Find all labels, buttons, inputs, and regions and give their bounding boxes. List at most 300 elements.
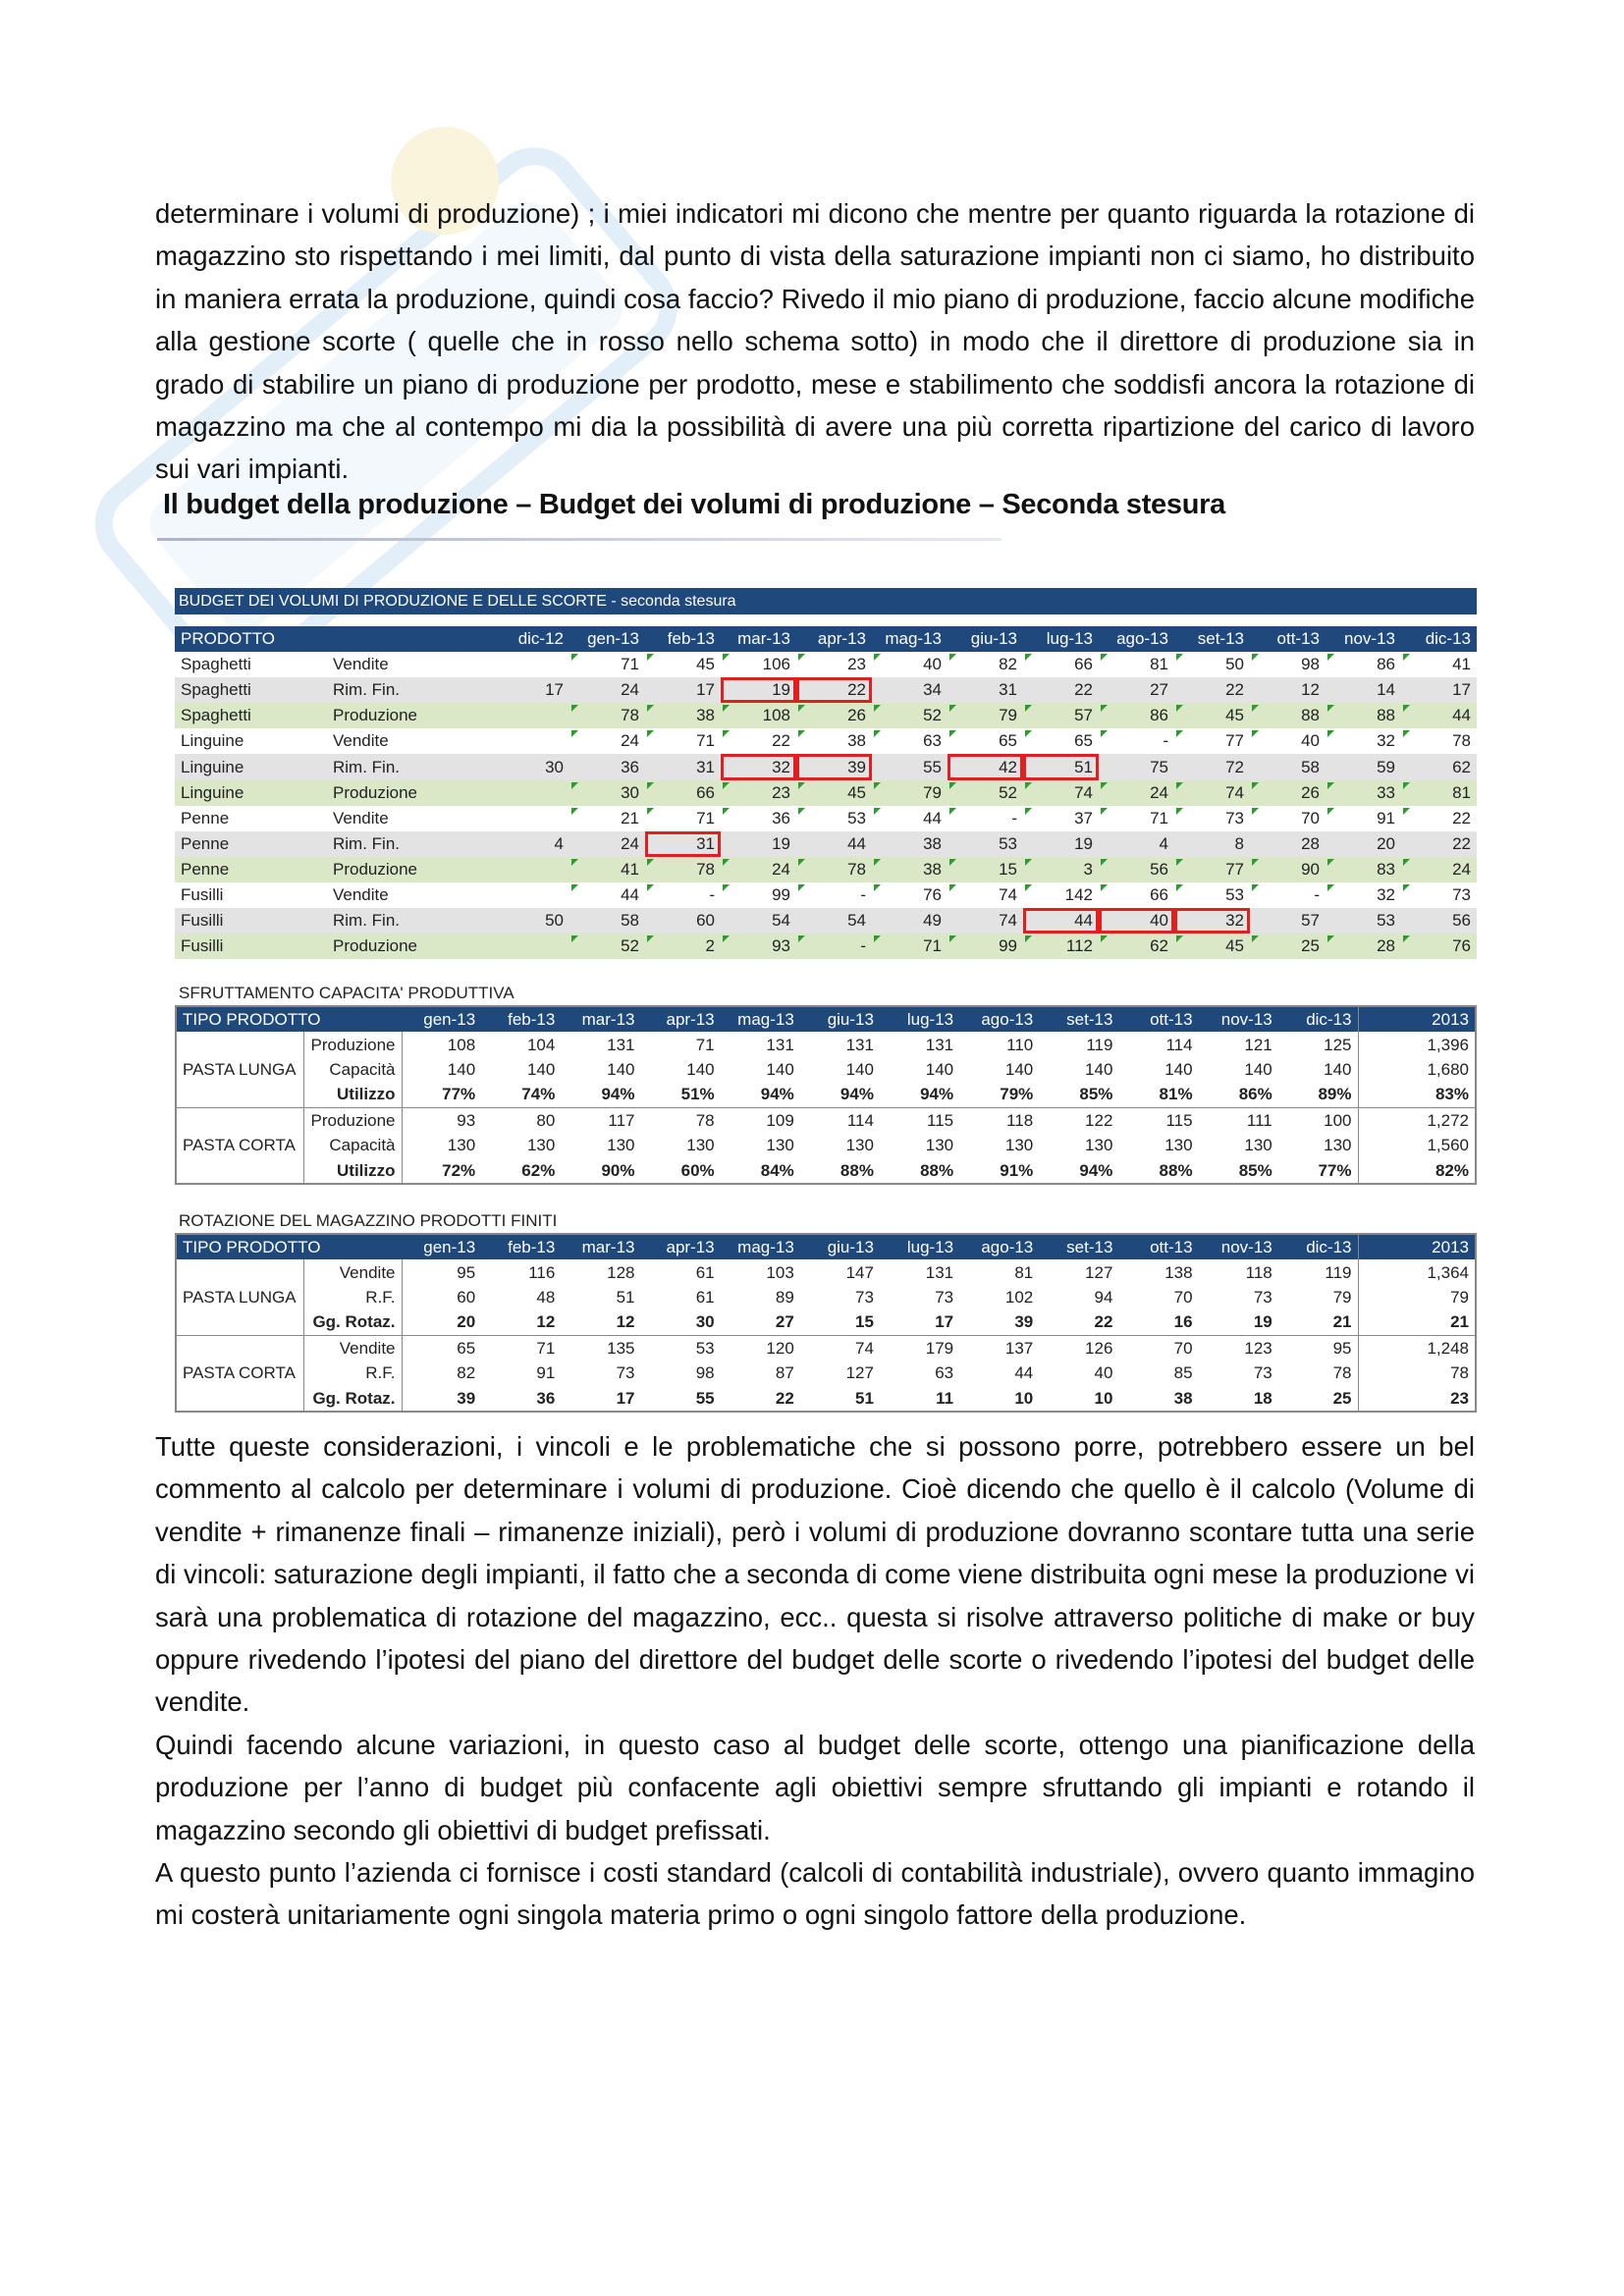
value-cell: - xyxy=(645,882,721,908)
value-cell: 40 xyxy=(1250,728,1326,754)
table-row xyxy=(175,703,1477,728)
group-blank xyxy=(176,1032,303,1056)
product-name: Fusilli xyxy=(175,882,327,908)
value-cell: 15 xyxy=(800,1309,880,1335)
value-cell: 40 xyxy=(1094,1363,1113,1383)
row-type: Rim. Fin. xyxy=(327,908,494,934)
value-cell: 26 xyxy=(1250,780,1326,806)
value-cell: 130 xyxy=(1244,1136,1272,1155)
value-cell: 55 xyxy=(872,754,947,779)
value-cell: 78 xyxy=(695,1110,715,1130)
value-cell: 19 xyxy=(1199,1309,1278,1335)
value-cell: 114 xyxy=(846,1110,874,1130)
product-name: Penne xyxy=(175,831,327,857)
value-cell: 26 xyxy=(796,703,872,728)
value-cell: 88 xyxy=(1326,703,1401,728)
value-cell: 32 xyxy=(1326,728,1401,754)
value-cell: 93 xyxy=(457,1110,476,1130)
value-cell: 140 xyxy=(1244,1059,1272,1079)
table-row xyxy=(175,754,1477,779)
value-cell: 126 xyxy=(1085,1338,1113,1358)
value-cell: - xyxy=(947,806,1023,831)
value-cell: 60% xyxy=(640,1157,720,1183)
table-row xyxy=(175,882,1477,908)
value-cell: 59 xyxy=(1326,754,1401,779)
group-name: PASTA CORTA xyxy=(176,1133,303,1157)
value-cell: 62 xyxy=(1099,934,1174,959)
value-cell: 128 xyxy=(607,1262,635,1282)
value-cell: 117 xyxy=(608,1110,635,1130)
value-cell: 53 xyxy=(1326,908,1401,934)
value-cell: 56 xyxy=(1401,908,1477,934)
value-cell xyxy=(494,703,569,728)
value-cell: 10 xyxy=(1039,1385,1118,1411)
value-cell: 77 xyxy=(1174,728,1250,754)
value-cell: 71 xyxy=(536,1338,556,1358)
value-cell: 140 xyxy=(686,1059,715,1079)
value-cell: 23 xyxy=(796,652,872,677)
value-cell: 31 xyxy=(947,677,1023,703)
row-type: Produzione xyxy=(327,934,494,959)
value-cell: 37 xyxy=(1023,806,1099,831)
value-cell: 73 xyxy=(1253,1363,1272,1383)
value-cell: 73 xyxy=(1174,806,1250,831)
group-blank xyxy=(176,1335,303,1361)
row-label: Utilizzo xyxy=(303,1157,402,1183)
header-type: TIPO PRODOTTO xyxy=(176,1234,402,1259)
value-cell: 41 xyxy=(1401,652,1477,677)
value-cell: 74 xyxy=(855,1338,874,1358)
value-cell: 121 xyxy=(1244,1035,1272,1054)
value-cell: 51 xyxy=(1023,754,1099,779)
row-label: Produzione xyxy=(303,1107,402,1133)
value-cell: 51 xyxy=(800,1385,880,1411)
value-cell: 82% xyxy=(1358,1157,1476,1183)
value-cell: 49 xyxy=(872,908,947,934)
value-cell: 78 xyxy=(569,703,645,728)
value-cell: 17 xyxy=(1401,677,1477,703)
value-cell: 39 xyxy=(402,1385,481,1411)
value-cell: 1,364 xyxy=(1358,1259,1476,1284)
value-cell: 74 xyxy=(1174,780,1250,806)
rotation-caption: ROTAZIONE DEL MAGAZZINO PRODOTTI FINITI xyxy=(179,1211,558,1230)
value-cell: 147 xyxy=(845,1262,874,1282)
value-cell: 50 xyxy=(1174,652,1250,677)
value-cell: 1,560 xyxy=(1358,1133,1476,1157)
value-cell: 24 xyxy=(569,831,645,857)
value-cell: 73 xyxy=(935,1287,954,1307)
value-cell: 48 xyxy=(536,1287,556,1307)
value-cell: 21 xyxy=(1278,1309,1358,1335)
value-cell: 85% xyxy=(1199,1157,1278,1183)
value-cell: 10 xyxy=(959,1385,1039,1411)
row-type: Vendite xyxy=(327,882,494,908)
header-month: ago-13 xyxy=(959,1006,1039,1032)
header-month: feb-13 xyxy=(481,1006,561,1032)
value-cell: 71 xyxy=(1099,806,1174,831)
header-month: apr-13 xyxy=(796,626,872,652)
value-cell: 119 xyxy=(1325,1262,1352,1282)
value-cell: 54 xyxy=(796,908,872,934)
value-cell: 93 xyxy=(721,934,796,959)
value-cell: 73 xyxy=(1401,882,1477,908)
group-name: PASTA CORTA xyxy=(176,1361,303,1385)
value-cell: 54 xyxy=(721,908,796,934)
value-cell: 1,396 xyxy=(1358,1032,1476,1056)
row-label: Capacità xyxy=(303,1133,402,1157)
value-cell: 70 xyxy=(1250,806,1326,831)
value-cell: 55 xyxy=(640,1385,720,1411)
value-cell: 44 xyxy=(569,882,645,908)
value-cell: 31 xyxy=(645,754,721,779)
header-month: lug-13 xyxy=(880,1006,959,1032)
value-cell: 23 xyxy=(721,780,796,806)
value-cell: 3 xyxy=(1023,857,1099,882)
value-cell: 24 xyxy=(1099,780,1174,806)
value-cell: 17 xyxy=(494,677,569,703)
value-cell: 19 xyxy=(1023,831,1099,857)
value-cell: 56 xyxy=(1099,857,1174,882)
value-cell: 140 xyxy=(447,1059,476,1079)
value-cell: 86 xyxy=(1099,703,1174,728)
value-cell: 16 xyxy=(1118,1309,1198,1335)
value-cell: 24 xyxy=(721,857,796,882)
value-cell: 28 xyxy=(1250,831,1326,857)
value-cell: 52 xyxy=(872,703,947,728)
value-cell: 86% xyxy=(1199,1082,1278,1107)
budget-table-banner: BUDGET DEI VOLUMI DI PRODUZIONE E DELLE SCORTE - seconda stesura xyxy=(175,588,1477,614)
value-cell: - xyxy=(796,934,872,959)
value-cell: 83 xyxy=(1326,857,1401,882)
value-cell: 45 xyxy=(1174,703,1250,728)
header-month: dic-13 xyxy=(1401,626,1477,652)
value-cell: 40 xyxy=(1099,908,1174,934)
value-cell: 71 xyxy=(695,1035,715,1054)
value-cell: - xyxy=(1099,728,1174,754)
value-cell: 130 xyxy=(607,1136,635,1155)
value-cell: 94% xyxy=(561,1082,640,1107)
value-cell: 130 xyxy=(925,1136,954,1155)
value-cell: 22 xyxy=(1174,677,1250,703)
value-cell: 94% xyxy=(1039,1157,1118,1183)
table-row xyxy=(176,1032,1476,1056)
header-month: nov-13 xyxy=(1199,1234,1278,1259)
value-cell: 22 xyxy=(721,728,796,754)
value-cell: 76 xyxy=(872,882,947,908)
value-cell: 63 xyxy=(872,728,947,754)
value-cell: 118 xyxy=(1245,1262,1272,1282)
value-cell: 52 xyxy=(947,780,1023,806)
value-cell: 4 xyxy=(494,831,569,857)
value-cell: 36 xyxy=(721,806,796,831)
product-name: Linguine xyxy=(175,728,327,754)
row-type: Produzione xyxy=(327,703,494,728)
header-month: gen-13 xyxy=(402,1234,481,1259)
value-cell: 73 xyxy=(1253,1287,1272,1307)
value-cell: 130 xyxy=(845,1136,874,1155)
value-cell: 65 xyxy=(947,728,1023,754)
value-cell: 74% xyxy=(481,1082,561,1107)
product-name: Fusilli xyxy=(175,908,327,934)
closing-paragraph-1: Tutte queste considerazioni, i vincoli e le problematiche che si possono porre, potrebbero essere un bel commento al calcolo per determinare i volumi di produzione. Cioè dicendo che quello è il calcolo (Volume di vendite + rimanenze finali – rimanenze iniziali), però i volumi di produzione dovranno scontare tutta una serie di vincoli: saturazione degli impianti, il fatto che a seconda di come viene distribuita ogni mese la produzione vi sarà una problematica di rotazione del magazzino, ecc.. questa si risolve attraverso politiche di make or buy oppure rivedendo l’ipotesi del piano del direttore del budget delle scorte o rivedendo l’ipotesi del budget delle vendite. xyxy=(155,1431,1475,1718)
value-cell xyxy=(494,806,569,831)
row-type: Vendite xyxy=(327,806,494,831)
group-blank xyxy=(176,1309,303,1335)
row-type: Produzione xyxy=(327,780,494,806)
header-month: mag-13 xyxy=(721,1234,800,1259)
value-cell: 20 xyxy=(402,1309,481,1335)
header-type: TIPO PRODOTTO xyxy=(176,1006,402,1032)
header-month: ago-13 xyxy=(959,1234,1039,1259)
value-cell: 100 xyxy=(1324,1110,1352,1130)
value-cell: 61 xyxy=(695,1262,715,1282)
header-month: giu-13 xyxy=(947,626,1023,652)
value-cell: 130 xyxy=(1004,1136,1034,1155)
value-cell: 76 xyxy=(1401,934,1477,959)
value-cell: 33 xyxy=(1326,780,1401,806)
value-cell: 36 xyxy=(481,1385,561,1411)
table-row xyxy=(176,1309,1476,1335)
title-underline xyxy=(157,538,1001,541)
value-cell: 31 xyxy=(645,831,721,857)
table-row xyxy=(176,1157,1476,1183)
value-cell: 44 xyxy=(1023,908,1099,934)
value-cell: 66 xyxy=(645,780,721,806)
value-cell: 106 xyxy=(721,652,796,677)
value-cell: 25 xyxy=(1278,1385,1358,1411)
value-cell: 19 xyxy=(721,831,796,857)
value-cell: 53 xyxy=(695,1338,715,1358)
row-label: R.F. xyxy=(303,1361,402,1385)
header-month: ott-13 xyxy=(1118,1234,1198,1259)
value-cell: 34 xyxy=(872,677,947,703)
table-row xyxy=(175,652,1477,677)
header-month: set-13 xyxy=(1039,1234,1118,1259)
value-cell: - xyxy=(1250,882,1326,908)
table-row xyxy=(175,831,1477,857)
value-cell: 24 xyxy=(569,677,645,703)
value-cell: 81 xyxy=(1099,652,1174,677)
value-cell: 32 xyxy=(1174,908,1250,934)
value-cell: 78 xyxy=(796,857,872,882)
header-product: PRODOTTO xyxy=(175,626,327,652)
header-month: mar-13 xyxy=(561,1234,640,1259)
value-cell: 140 xyxy=(1324,1059,1352,1079)
value-cell: 130 xyxy=(526,1136,556,1155)
value-cell: 44 xyxy=(1401,703,1477,728)
closing-paragraph-2: Quindi facendo alcune variazioni, in questo caso al budget delle scorte, ottengo una pianificazione della produzione per l’anno di budget più confacente agli obiettivi sempre sfruttando gli impianti e rotando il magazzino secondo gli obiettivi di budget prefissati. xyxy=(155,1729,1475,1845)
value-cell: 108 xyxy=(721,703,796,728)
value-cell: 81 xyxy=(1401,780,1477,806)
group-blank xyxy=(176,1082,303,1107)
value-cell: 51% xyxy=(640,1082,720,1107)
value-cell: 87 xyxy=(775,1363,794,1383)
value-cell: 58 xyxy=(1250,754,1326,779)
value-cell: 74 xyxy=(947,882,1023,908)
header-month: lug-13 xyxy=(880,1234,959,1259)
group-name: PASTA LUNGA xyxy=(176,1285,303,1309)
value-cell: 23 xyxy=(1358,1385,1476,1411)
value-cell: 63 xyxy=(935,1363,954,1383)
value-cell: 73 xyxy=(855,1287,874,1307)
value-cell: 140 xyxy=(607,1059,635,1079)
value-cell: 79 xyxy=(1332,1287,1352,1307)
value-cell: 131 xyxy=(607,1035,635,1054)
value-cell: 44 xyxy=(1014,1363,1034,1383)
value-cell: 85% xyxy=(1039,1082,1118,1107)
table-row xyxy=(175,728,1477,754)
header-month: dic-13 xyxy=(1278,1006,1358,1032)
value-cell: 66 xyxy=(1023,652,1099,677)
value-cell: 130 xyxy=(447,1136,476,1155)
header-month: gen-13 xyxy=(402,1006,481,1032)
row-label: Vendite xyxy=(303,1259,402,1284)
value-cell: 140 xyxy=(526,1059,556,1079)
header-month: ott-13 xyxy=(1250,626,1326,652)
header-month: giu-13 xyxy=(800,1006,880,1032)
header-month: 2013 xyxy=(1358,1234,1476,1259)
value-cell: 22 xyxy=(796,677,872,703)
value-cell: 111 xyxy=(1246,1110,1272,1130)
table-row xyxy=(176,1285,1476,1309)
value-cell: 75 xyxy=(1099,754,1174,779)
value-cell: 137 xyxy=(1004,1338,1034,1358)
value-cell: 62 xyxy=(1401,754,1477,779)
row-type: Rim. Fin. xyxy=(327,677,494,703)
value-cell: 81% xyxy=(1118,1082,1198,1107)
value-cell: 1,248 xyxy=(1358,1335,1476,1361)
value-cell: 89 xyxy=(775,1287,794,1307)
capacity-caption: SFRUTTAMENTO CAPACITA' PRODUTTIVA xyxy=(179,984,514,1002)
header-month: feb-13 xyxy=(481,1234,561,1259)
value-cell: 88% xyxy=(800,1157,880,1183)
product-name: Spaghetti xyxy=(175,703,327,728)
value-cell: 38 xyxy=(796,728,872,754)
value-cell: 32 xyxy=(721,754,796,779)
value-cell: 38 xyxy=(1118,1385,1198,1411)
row-label: Utilizzo xyxy=(303,1082,402,1107)
value-cell: 15 xyxy=(947,857,1023,882)
value-cell: 44 xyxy=(796,831,872,857)
value-cell: 90 xyxy=(1250,857,1326,882)
value-cell: 1,272 xyxy=(1358,1107,1476,1133)
value-cell: 98 xyxy=(695,1363,715,1383)
intro-paragraph: determinare i volumi di produzione) ; i miei indicatori mi dicono che mentre per quanto riguarda la rotazione di magazzino sto rispettando i mei limiti, dal punto di vista della saturazione impianti non ci siamo, ho distribuito in maniera errata la produzione, quindi cosa faccio? Rivedo il mio piano di produzione, faccio alcune modifiche alla gestione scorte ( quelle che in rosso nello schema sotto) in modo che il direttore di produzione sia in grado di stabilire un piano di produzione per prodotto, mese e stabilimento che soddisfi ancora la rotazione di magazzino ma che al contempo mi dia la possibilità di avere una più corretta ripartizione del carico di lavoro sui vari impianti. xyxy=(155,198,1475,485)
value-cell: 109 xyxy=(766,1110,794,1130)
group-name: PASTA LUNGA xyxy=(176,1057,303,1082)
product-name: Fusilli xyxy=(175,934,327,959)
value-cell: 77% xyxy=(402,1082,481,1107)
value-cell: 122 xyxy=(1085,1110,1113,1130)
value-cell: 110 xyxy=(1006,1035,1034,1054)
value-cell: 88 xyxy=(1250,703,1326,728)
value-cell: 116 xyxy=(528,1262,556,1282)
table-row xyxy=(175,780,1477,806)
value-cell: 30 xyxy=(494,754,569,779)
value-cell: 98 xyxy=(1250,652,1326,677)
header-month: apr-13 xyxy=(640,1234,720,1259)
value-cell: 140 xyxy=(925,1059,954,1079)
value-cell: 28 xyxy=(1326,934,1401,959)
table-row xyxy=(176,1259,1476,1284)
value-cell: 58 xyxy=(569,908,645,934)
value-cell: 88% xyxy=(1118,1157,1198,1183)
value-cell: 45 xyxy=(1174,934,1250,959)
value-cell: 12 xyxy=(481,1309,561,1335)
table-row xyxy=(176,1057,1476,1082)
value-cell: 138 xyxy=(1164,1262,1193,1282)
header-month: dic-13 xyxy=(1278,1234,1358,1259)
value-cell: 140 xyxy=(1085,1059,1113,1079)
group-blank xyxy=(176,1385,303,1411)
value-cell: 112 xyxy=(1023,934,1099,959)
value-cell: 130 xyxy=(1324,1136,1352,1155)
value-cell xyxy=(494,882,569,908)
value-cell: 36 xyxy=(569,754,645,779)
value-cell: 19 xyxy=(721,677,796,703)
product-name: Linguine xyxy=(175,780,327,806)
group-blank xyxy=(176,1157,303,1183)
value-cell: 41 xyxy=(569,857,645,882)
value-cell: 90% xyxy=(561,1157,640,1183)
value-cell: 127 xyxy=(845,1363,874,1383)
value-cell: 70 xyxy=(1173,1338,1193,1358)
value-cell: 38 xyxy=(645,703,721,728)
value-cell: 22 xyxy=(1401,806,1477,831)
row-label: Gg. Rotaz. xyxy=(303,1385,402,1411)
value-cell xyxy=(494,934,569,959)
value-cell: 131 xyxy=(845,1035,874,1054)
value-cell xyxy=(494,780,569,806)
value-cell: 71 xyxy=(872,934,947,959)
row-label: Produzione xyxy=(303,1032,402,1056)
value-cell: 45 xyxy=(796,780,872,806)
value-cell: 131 xyxy=(925,1262,954,1282)
value-cell: 94% xyxy=(800,1082,880,1107)
value-cell: 140 xyxy=(845,1059,874,1079)
value-cell: 130 xyxy=(1164,1136,1193,1155)
value-cell: 99 xyxy=(947,934,1023,959)
value-cell: 72% xyxy=(402,1157,481,1183)
value-cell: 130 xyxy=(1085,1136,1113,1155)
value-cell: 82 xyxy=(457,1363,476,1383)
header-month: set-13 xyxy=(1174,626,1250,652)
value-cell: 65 xyxy=(1023,728,1099,754)
value-cell: 71 xyxy=(645,806,721,831)
header-blank xyxy=(327,626,494,652)
value-cell: 50 xyxy=(494,908,569,934)
row-type: Rim. Fin. xyxy=(327,831,494,857)
row-label: R.F. xyxy=(303,1285,402,1309)
value-cell: 17 xyxy=(645,677,721,703)
value-cell: 74 xyxy=(1023,780,1099,806)
value-cell: 131 xyxy=(766,1035,794,1054)
value-cell: 79 xyxy=(947,703,1023,728)
header-month: nov-13 xyxy=(1326,626,1401,652)
table-row xyxy=(175,908,1477,934)
row-label: Gg. Rotaz. xyxy=(303,1309,402,1335)
table-row xyxy=(176,1133,1476,1157)
table-row xyxy=(176,1385,1476,1411)
table-row xyxy=(176,1082,1476,1107)
value-cell: 79 xyxy=(1358,1285,1476,1309)
value-cell: 11 xyxy=(880,1385,959,1411)
value-cell: 140 xyxy=(766,1059,794,1079)
value-cell: 66 xyxy=(1099,882,1174,908)
value-cell: 51 xyxy=(616,1287,635,1307)
value-cell: 22 xyxy=(1039,1309,1118,1335)
row-type: Vendite xyxy=(327,652,494,677)
